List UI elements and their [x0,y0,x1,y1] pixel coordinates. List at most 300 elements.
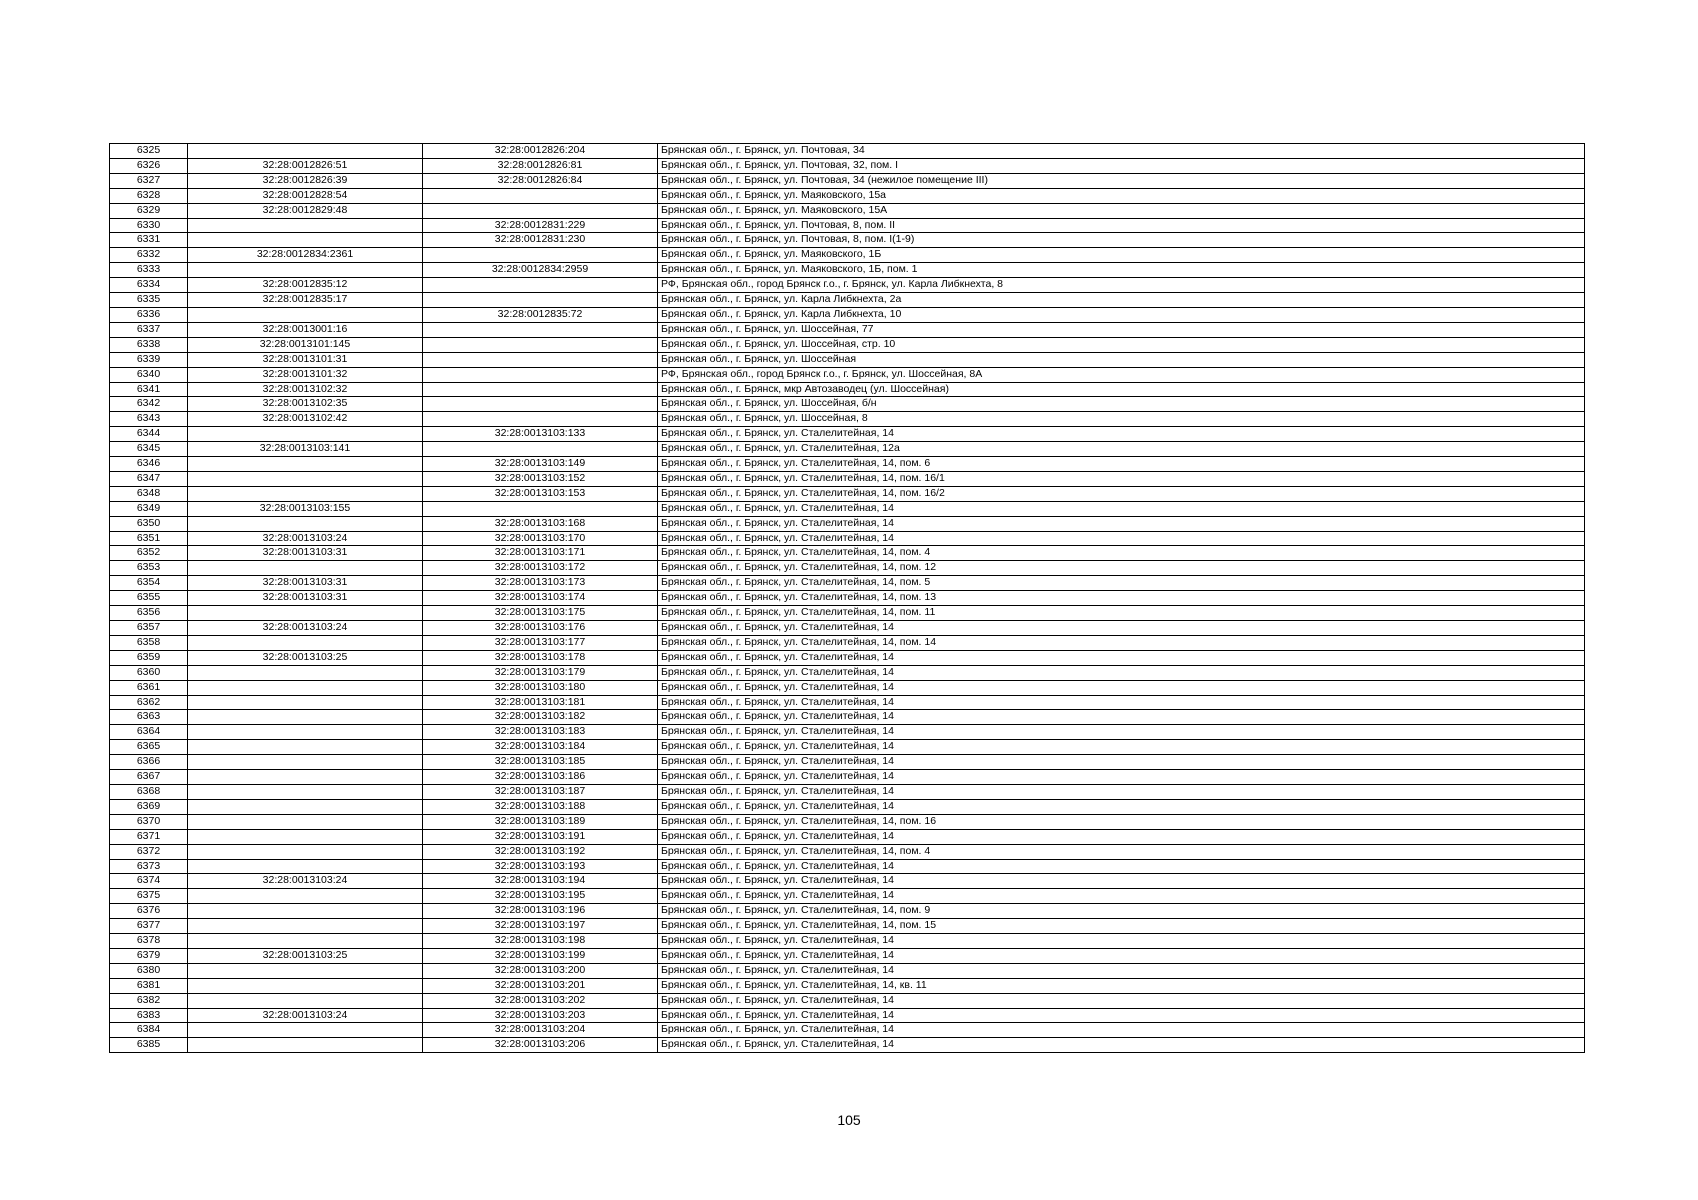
row-number-cell: 6385 [110,1038,188,1053]
table-row [110,531,1585,546]
row-number-cell: 6343 [110,412,188,427]
object-cadastral-number-cell: 32:28:0013103:194 [423,874,658,889]
address-cell: Брянская обл., г. Брянск, ул. Сталелитейная, 14 [658,740,1585,755]
object-cadastral-number-cell: 32:28:0013103:178 [423,650,658,665]
address-cell: Брянская обл., г. Брянск, ул. Сталелитейная, 14 [658,680,1585,695]
address-cell: Брянская обл., г. Брянск, ул. Сталелитейная, 14, пом. 14 [658,635,1585,650]
address-cell: Брянская обл., г. Брянск, ул. Сталелитейная, 14, пом. 5 [658,576,1585,591]
object-cadastral-number-cell [423,367,658,382]
object-cadastral-number-cell: 32:28:0013103:177 [423,635,658,650]
table-row [110,561,1585,576]
table-row [110,442,1585,457]
object-cadastral-number-cell: 32:28:0013103:186 [423,770,658,785]
object-cadastral-number-cell: 32:28:0013103:184 [423,740,658,755]
object-cadastral-number-cell: 32:28:0013103:193 [423,859,658,874]
object-cadastral-number-cell: 32:28:0013103:181 [423,695,658,710]
address-cell: РФ, Брянская обл., город Брянск г.о., г. Брянск, ул. Шоссейная, 8А [658,367,1585,382]
address-cell: Брянская обл., г. Брянск, ул. Шоссейная, 8 [658,412,1585,427]
table-row [110,755,1585,770]
land-cadastral-number-cell [188,516,423,531]
table-row [110,978,1585,993]
table-row [110,218,1585,233]
row-number-cell: 6367 [110,770,188,785]
address-cell: Брянская обл., г. Брянск, ул. Почтовая, 8, пом. II [658,218,1585,233]
row-number-cell: 6352 [110,546,188,561]
land-cadastral-number-cell: 32:28:0013103:31 [188,546,423,561]
land-cadastral-number-cell: 32:28:0013101:31 [188,352,423,367]
row-number-cell: 6377 [110,919,188,934]
address-cell: Брянская обл., г. Брянск, ул. Шоссейная [658,352,1585,367]
table-row [110,635,1585,650]
address-cell: Брянская обл., г. Брянск, мкр Автозаводец (ул. Шоссейная) [658,382,1585,397]
table-row [110,233,1585,248]
row-number-cell: 6347 [110,471,188,486]
address-cell: Брянская обл., г. Брянск, ул. Сталелитейная, 14 [658,993,1585,1008]
object-cadastral-number-cell [423,501,658,516]
object-cadastral-number-cell: 32:28:0013103:172 [423,561,658,576]
table-row [110,919,1585,934]
land-cadastral-number-cell [188,695,423,710]
row-number-cell: 6332 [110,248,188,263]
row-number-cell: 6354 [110,576,188,591]
address-cell: Брянская обл., г. Брянск, ул. Сталелитейная, 14 [658,755,1585,770]
address-cell: Брянская обл., г. Брянск, ул. Маяковского, 15а [658,188,1585,203]
land-cadastral-number-cell: 32:28:0013103:141 [188,442,423,457]
address-cell: Брянская обл., г. Брянск, ул. Сталелитейная, 14, пом. 9 [658,904,1585,919]
table-row [110,904,1585,919]
table-row [110,576,1585,591]
table-row [110,740,1585,755]
land-cadastral-number-cell [188,814,423,829]
row-number-cell: 6339 [110,352,188,367]
table-row [110,427,1585,442]
object-cadastral-number-cell: 32:28:0013103:152 [423,471,658,486]
table-row [110,471,1585,486]
row-number-cell: 6362 [110,695,188,710]
address-cell: Брянская обл., г. Брянск, ул. Маяковского, 15А [658,203,1585,218]
object-cadastral-number-cell: 32:28:0013103:189 [423,814,658,829]
object-cadastral-number-cell: 32:28:0013103:168 [423,516,658,531]
table-row [110,606,1585,621]
table-row [110,844,1585,859]
table-row [110,695,1585,710]
row-number-cell: 6333 [110,263,188,278]
land-cadastral-number-cell: 32:28:0012835:12 [188,278,423,293]
row-number-cell: 6358 [110,635,188,650]
object-cadastral-number-cell: 32:28:0013103:200 [423,963,658,978]
address-cell: Брянская обл., г. Брянск, ул. Маяковского, 1Б, пом. 1 [658,263,1585,278]
page-number: 105 [837,1112,861,1128]
object-cadastral-number-cell [423,397,658,412]
address-cell: Брянская обл., г. Брянск, ул. Почтовая, 32, пом. I [658,158,1585,173]
row-number-cell: 6338 [110,337,188,352]
table-row [110,874,1585,889]
object-cadastral-number-cell [423,188,658,203]
table-row [110,144,1585,159]
table-row [110,1008,1585,1023]
object-cadastral-number-cell: 32:28:0013103:149 [423,457,658,472]
row-number-cell: 6383 [110,1008,188,1023]
land-cadastral-number-cell: 32:28:0013103:31 [188,576,423,591]
row-number-cell: 6368 [110,784,188,799]
address-cell: Брянская обл., г. Брянск, ул. Сталелитейная, 14 [658,1023,1585,1038]
object-cadastral-number-cell: 32:28:0013103:174 [423,591,658,606]
object-cadastral-number-cell [423,412,658,427]
table-row [110,621,1585,636]
address-cell: Брянская обл., г. Брянск, ул. Шоссейная, б/н [658,397,1585,412]
row-number-cell: 6379 [110,948,188,963]
row-number-cell: 6340 [110,367,188,382]
address-cell: Брянская обл., г. Брянск, ул. Шоссейная, 77 [658,322,1585,337]
row-number-cell: 6365 [110,740,188,755]
row-number-cell: 6351 [110,531,188,546]
land-cadastral-number-cell: 32:28:0012835:17 [188,293,423,308]
table-row [110,173,1585,188]
table-row [110,963,1585,978]
object-cadastral-number-cell: 32:28:0013103:206 [423,1038,658,1053]
land-cadastral-number-cell: 32:28:0013102:42 [188,412,423,427]
table-row [110,725,1585,740]
land-cadastral-number-cell [188,680,423,695]
table-row [110,799,1585,814]
table-row [110,784,1585,799]
land-cadastral-number-cell [188,963,423,978]
address-cell: Брянская обл., г. Брянск, ул. Сталелитейная, 14, пом. 15 [658,919,1585,934]
address-cell: Брянская обл., г. Брянск, ул. Сталелитейная, 14 [658,531,1585,546]
address-cell: Брянская обл., г. Брянск, ул. Сталелитейная, 14 [658,963,1585,978]
row-number-cell: 6345 [110,442,188,457]
object-cadastral-number-cell: 32:28:0013103:199 [423,948,658,963]
land-cadastral-number-cell [188,978,423,993]
address-cell: Брянская обл., г. Брянск, ул. Сталелитейная, 14 [658,710,1585,725]
table-row [110,486,1585,501]
table-row [110,1023,1585,1038]
land-cadastral-number-cell [188,770,423,785]
row-number-cell: 6381 [110,978,188,993]
land-cadastral-number-cell [188,263,423,278]
row-number-cell: 6370 [110,814,188,829]
land-cadastral-number-cell [188,725,423,740]
land-cadastral-number-cell [188,859,423,874]
land-cadastral-number-cell: 32:28:0012834:2361 [188,248,423,263]
land-cadastral-number-cell [188,934,423,949]
land-cadastral-number-cell: 32:28:0012829:48 [188,203,423,218]
address-cell: Брянская обл., г. Брянск, ул. Сталелитейная, 14 [658,427,1585,442]
object-cadastral-number-cell: 32:28:0012835:72 [423,307,658,322]
row-number-cell: 6366 [110,755,188,770]
table-row [110,948,1585,963]
address-cell: Брянская обл., г. Брянск, ул. Шоссейная, стр. 10 [658,337,1585,352]
land-cadastral-number-cell: 32:28:0012828:54 [188,188,423,203]
row-number-cell: 6355 [110,591,188,606]
object-cadastral-number-cell: 32:28:0013103:173 [423,576,658,591]
land-cadastral-number-cell: 32:28:0012826:39 [188,173,423,188]
row-number-cell: 6359 [110,650,188,665]
address-cell: Брянская обл., г. Брянск, ул. Сталелитейная, 14, пом. 12 [658,561,1585,576]
row-number-cell: 6360 [110,665,188,680]
land-cadastral-number-cell [188,606,423,621]
table-row [110,770,1585,785]
land-cadastral-number-cell: 32:28:0013101:145 [188,337,423,352]
land-cadastral-number-cell: 32:28:0013102:32 [188,382,423,397]
address-cell: Брянская обл., г. Брянск, ул. Маяковского, 1Б [658,248,1585,263]
address-cell: Брянская обл., г. Брянск, ул. Карла Либкнехта, 2а [658,293,1585,308]
table-row [110,516,1585,531]
address-cell: Брянская обл., г. Брянск, ул. Сталелитейная, 14 [658,516,1585,531]
land-cadastral-number-cell [188,755,423,770]
object-cadastral-number-cell: 32:28:0012831:229 [423,218,658,233]
table-row [110,710,1585,725]
object-cadastral-number-cell: 32:28:0013103:195 [423,889,658,904]
land-cadastral-number-cell [188,427,423,442]
land-cadastral-number-cell [188,844,423,859]
object-cadastral-number-cell: 32:28:0013103:197 [423,919,658,934]
row-number-cell: 6350 [110,516,188,531]
address-cell: Брянская обл., г. Брянск, ул. Сталелитейная, 14 [658,874,1585,889]
table-row [110,889,1585,904]
row-number-cell: 6357 [110,621,188,636]
row-number-cell: 6373 [110,859,188,874]
object-cadastral-number-cell [423,442,658,457]
land-cadastral-number-cell [188,799,423,814]
table-row [110,829,1585,844]
row-number-cell: 6380 [110,963,188,978]
object-cadastral-number-cell: 32:28:0013103:175 [423,606,658,621]
object-cadastral-number-cell: 32:28:0012826:204 [423,144,658,159]
land-cadastral-number-cell [188,457,423,472]
land-cadastral-number-cell: 32:28:0013103:24 [188,874,423,889]
land-cadastral-number-cell: 32:28:0013103:155 [188,501,423,516]
row-number-cell: 6364 [110,725,188,740]
land-cadastral-number-cell [188,993,423,1008]
land-cadastral-number-cell: 32:28:0013101:32 [188,367,423,382]
address-cell: Брянская обл., г. Брянск, ул. Сталелитейная, 14 [658,1038,1585,1053]
row-number-cell: 6349 [110,501,188,516]
address-cell: Брянская обл., г. Брянск, ул. Карла Либкнехта, 10 [658,307,1585,322]
table-row [110,382,1585,397]
object-cadastral-number-cell [423,248,658,263]
row-number-cell: 6327 [110,173,188,188]
row-number-cell: 6361 [110,680,188,695]
object-cadastral-number-cell: 32:28:0013103:179 [423,665,658,680]
land-cadastral-number-cell [188,471,423,486]
land-cadastral-number-cell [188,1038,423,1053]
table-row [110,248,1585,263]
table-row [110,859,1585,874]
address-cell: Брянская обл., г. Брянск, ул. Сталелитейная, 14, пом. 16/2 [658,486,1585,501]
object-cadastral-number-cell: 32:28:0013103:180 [423,680,658,695]
table-row [110,993,1585,1008]
table-row [110,591,1585,606]
row-number-cell: 6331 [110,233,188,248]
object-cadastral-number-cell: 32:28:0013103:201 [423,978,658,993]
table-row [110,367,1585,382]
object-cadastral-number-cell: 32:28:0013103:202 [423,993,658,1008]
object-cadastral-number-cell [423,322,658,337]
table-row [110,322,1585,337]
address-cell: Брянская обл., г. Брянск, ул. Сталелитейная, 14, пом. 6 [658,457,1585,472]
address-cell: Брянская обл., г. Брянск, ул. Сталелитейная, 14, пом. 4 [658,844,1585,859]
table-body [110,144,1585,1053]
row-number-cell: 6337 [110,322,188,337]
object-cadastral-number-cell: 32:28:0013103:196 [423,904,658,919]
land-cadastral-number-cell [188,889,423,904]
object-cadastral-number-cell: 32:28:0013103:183 [423,725,658,740]
row-number-cell: 6325 [110,144,188,159]
row-number-cell: 6348 [110,486,188,501]
row-number-cell: 6382 [110,993,188,1008]
address-cell: Брянская обл., г. Брянск, ул. Сталелитейная, 14, пом. 16 [658,814,1585,829]
table-row [110,337,1585,352]
object-cadastral-number-cell: 32:28:0013103:187 [423,784,658,799]
land-cadastral-number-cell: 32:28:0013103:24 [188,531,423,546]
row-number-cell: 6374 [110,874,188,889]
table-row [110,457,1585,472]
property-table [109,143,1585,1053]
land-cadastral-number-cell [188,486,423,501]
table-row [110,307,1585,322]
address-cell: Брянская обл., г. Брянск, ул. Сталелитейная, 14, пом. 11 [658,606,1585,621]
land-cadastral-number-cell: 32:28:0013103:24 [188,621,423,636]
table-row [110,397,1585,412]
address-cell: Брянская обл., г. Брянск, ул. Сталелитейная, 14 [658,621,1585,636]
table-row [110,814,1585,829]
object-cadastral-number-cell: 32:28:0013103:204 [423,1023,658,1038]
row-number-cell: 6353 [110,561,188,576]
address-cell: Брянская обл., г. Брянск, ул. Сталелитейная, 14, пом. 16/1 [658,471,1585,486]
row-number-cell: 6341 [110,382,188,397]
object-cadastral-number-cell [423,337,658,352]
object-cadastral-number-cell: 32:28:0013103:170 [423,531,658,546]
row-number-cell: 6335 [110,293,188,308]
address-cell: Брянская обл., г. Брянск, ул. Почтовая, 34 (нежилое помещение III) [658,173,1585,188]
address-cell: Брянская обл., г. Брянск, ул. Сталелитейная, 14 [658,784,1585,799]
object-cadastral-number-cell: 32:28:0012826:81 [423,158,658,173]
land-cadastral-number-cell [188,740,423,755]
address-cell: Брянская обл., г. Брянск, ул. Сталелитейная, 14 [658,889,1585,904]
table-row [110,158,1585,173]
land-cadastral-number-cell [188,904,423,919]
object-cadastral-number-cell: 32:28:0013103:198 [423,934,658,949]
row-number-cell: 6356 [110,606,188,621]
table-row [110,293,1585,308]
table-row [110,352,1585,367]
land-cadastral-number-cell [188,919,423,934]
object-cadastral-number-cell [423,293,658,308]
address-cell: Брянская обл., г. Брянск, ул. Сталелитейная, 14, пом. 4 [658,546,1585,561]
row-number-cell: 6334 [110,278,188,293]
object-cadastral-number-cell [423,278,658,293]
land-cadastral-number-cell: 32:28:0013102:35 [188,397,423,412]
table-row [110,412,1585,427]
table-row [110,203,1585,218]
land-cadastral-number-cell [188,233,423,248]
object-cadastral-number-cell: 32:28:0013103:192 [423,844,658,859]
address-cell: Брянская обл., г. Брянск, ул. Сталелитейная, 14 [658,1008,1585,1023]
table-row [110,934,1585,949]
table-row [110,650,1585,665]
table-row [110,1038,1585,1053]
address-cell: Брянская обл., г. Брянск, ул. Сталелитейная, 14 [658,934,1585,949]
address-cell: Брянская обл., г. Брянск, ул. Сталелитейная, 14, кв. 11 [658,978,1585,993]
row-number-cell: 6326 [110,158,188,173]
row-number-cell: 6384 [110,1023,188,1038]
address-cell: Брянская обл., г. Брянск, ул. Сталелитейная, 14 [658,650,1585,665]
object-cadastral-number-cell: 32:28:0013103:191 [423,829,658,844]
object-cadastral-number-cell: 32:28:0012834:2959 [423,263,658,278]
object-cadastral-number-cell: 32:28:0013103:185 [423,755,658,770]
row-number-cell: 6363 [110,710,188,725]
address-cell: Брянская обл., г. Брянск, ул. Почтовая, 34 [658,144,1585,159]
address-cell: РФ, Брянская обл., город Брянск г.о., г. Брянск, ул. Карла Либкнехта, 8 [658,278,1585,293]
object-cadastral-number-cell: 32:28:0013103:176 [423,621,658,636]
object-cadastral-number-cell [423,382,658,397]
object-cadastral-number-cell: 32:28:0013103:182 [423,710,658,725]
row-number-cell: 6329 [110,203,188,218]
table-row [110,546,1585,561]
object-cadastral-number-cell: 32:28:0013103:203 [423,1008,658,1023]
row-number-cell: 6369 [110,799,188,814]
address-cell: Брянская обл., г. Брянск, ул. Сталелитейная, 14 [658,695,1585,710]
object-cadastral-number-cell: 32:28:0013103:188 [423,799,658,814]
land-cadastral-number-cell [188,710,423,725]
land-cadastral-number-cell [188,218,423,233]
address-cell: Брянская обл., г. Брянск, ул. Сталелитейная, 14 [658,859,1585,874]
land-cadastral-number-cell: 32:28:0013103:24 [188,1008,423,1023]
land-cadastral-number-cell [188,561,423,576]
address-cell: Брянская обл., г. Брянск, ул. Сталелитейная, 14 [658,501,1585,516]
address-cell: Брянская обл., г. Брянск, ул. Сталелитейная, 14 [658,770,1585,785]
table-row [110,501,1585,516]
land-cadastral-number-cell: 32:28:0013103:31 [188,591,423,606]
object-cadastral-number-cell: 32:28:0013103:171 [423,546,658,561]
address-cell: Брянская обл., г. Брянск, ул. Сталелитейная, 14 [658,799,1585,814]
land-cadastral-number-cell [188,665,423,680]
address-cell: Брянская обл., г. Брянск, ул. Сталелитейная, 14 [658,725,1585,740]
row-number-cell: 6371 [110,829,188,844]
table-row [110,665,1585,680]
table-row [110,263,1585,278]
row-number-cell: 6342 [110,397,188,412]
land-cadastral-number-cell: 32:28:0013001:16 [188,322,423,337]
object-cadastral-number-cell: 32:28:0013103:153 [423,486,658,501]
address-cell: Брянская обл., г. Брянск, ул. Сталелитейная, 12а [658,442,1585,457]
land-cadastral-number-cell [188,784,423,799]
land-cadastral-number-cell: 32:28:0013103:25 [188,650,423,665]
object-cadastral-number-cell [423,203,658,218]
row-number-cell: 6330 [110,218,188,233]
table-row [110,278,1585,293]
land-cadastral-number-cell: 32:28:0012826:51 [188,158,423,173]
land-cadastral-number-cell [188,829,423,844]
address-cell: Брянская обл., г. Брянск, ул. Сталелитейная, 14, пом. 13 [658,591,1585,606]
object-cadastral-number-cell: 32:28:0012826:84 [423,173,658,188]
land-cadastral-number-cell [188,144,423,159]
address-cell: Брянская обл., г. Брянск, ул. Сталелитейная, 14 [658,948,1585,963]
object-cadastral-number-cell: 32:28:0013103:133 [423,427,658,442]
table-row [110,680,1585,695]
land-cadastral-number-cell [188,307,423,322]
land-cadastral-number-cell [188,1023,423,1038]
row-number-cell: 6336 [110,307,188,322]
row-number-cell: 6375 [110,889,188,904]
land-cadastral-number-cell [188,635,423,650]
address-cell: Брянская обл., г. Брянск, ул. Почтовая, 8, пом. I(1-9) [658,233,1585,248]
row-number-cell: 6376 [110,904,188,919]
object-cadastral-number-cell: 32:28:0012831:230 [423,233,658,248]
row-number-cell: 6378 [110,934,188,949]
object-cadastral-number-cell [423,352,658,367]
